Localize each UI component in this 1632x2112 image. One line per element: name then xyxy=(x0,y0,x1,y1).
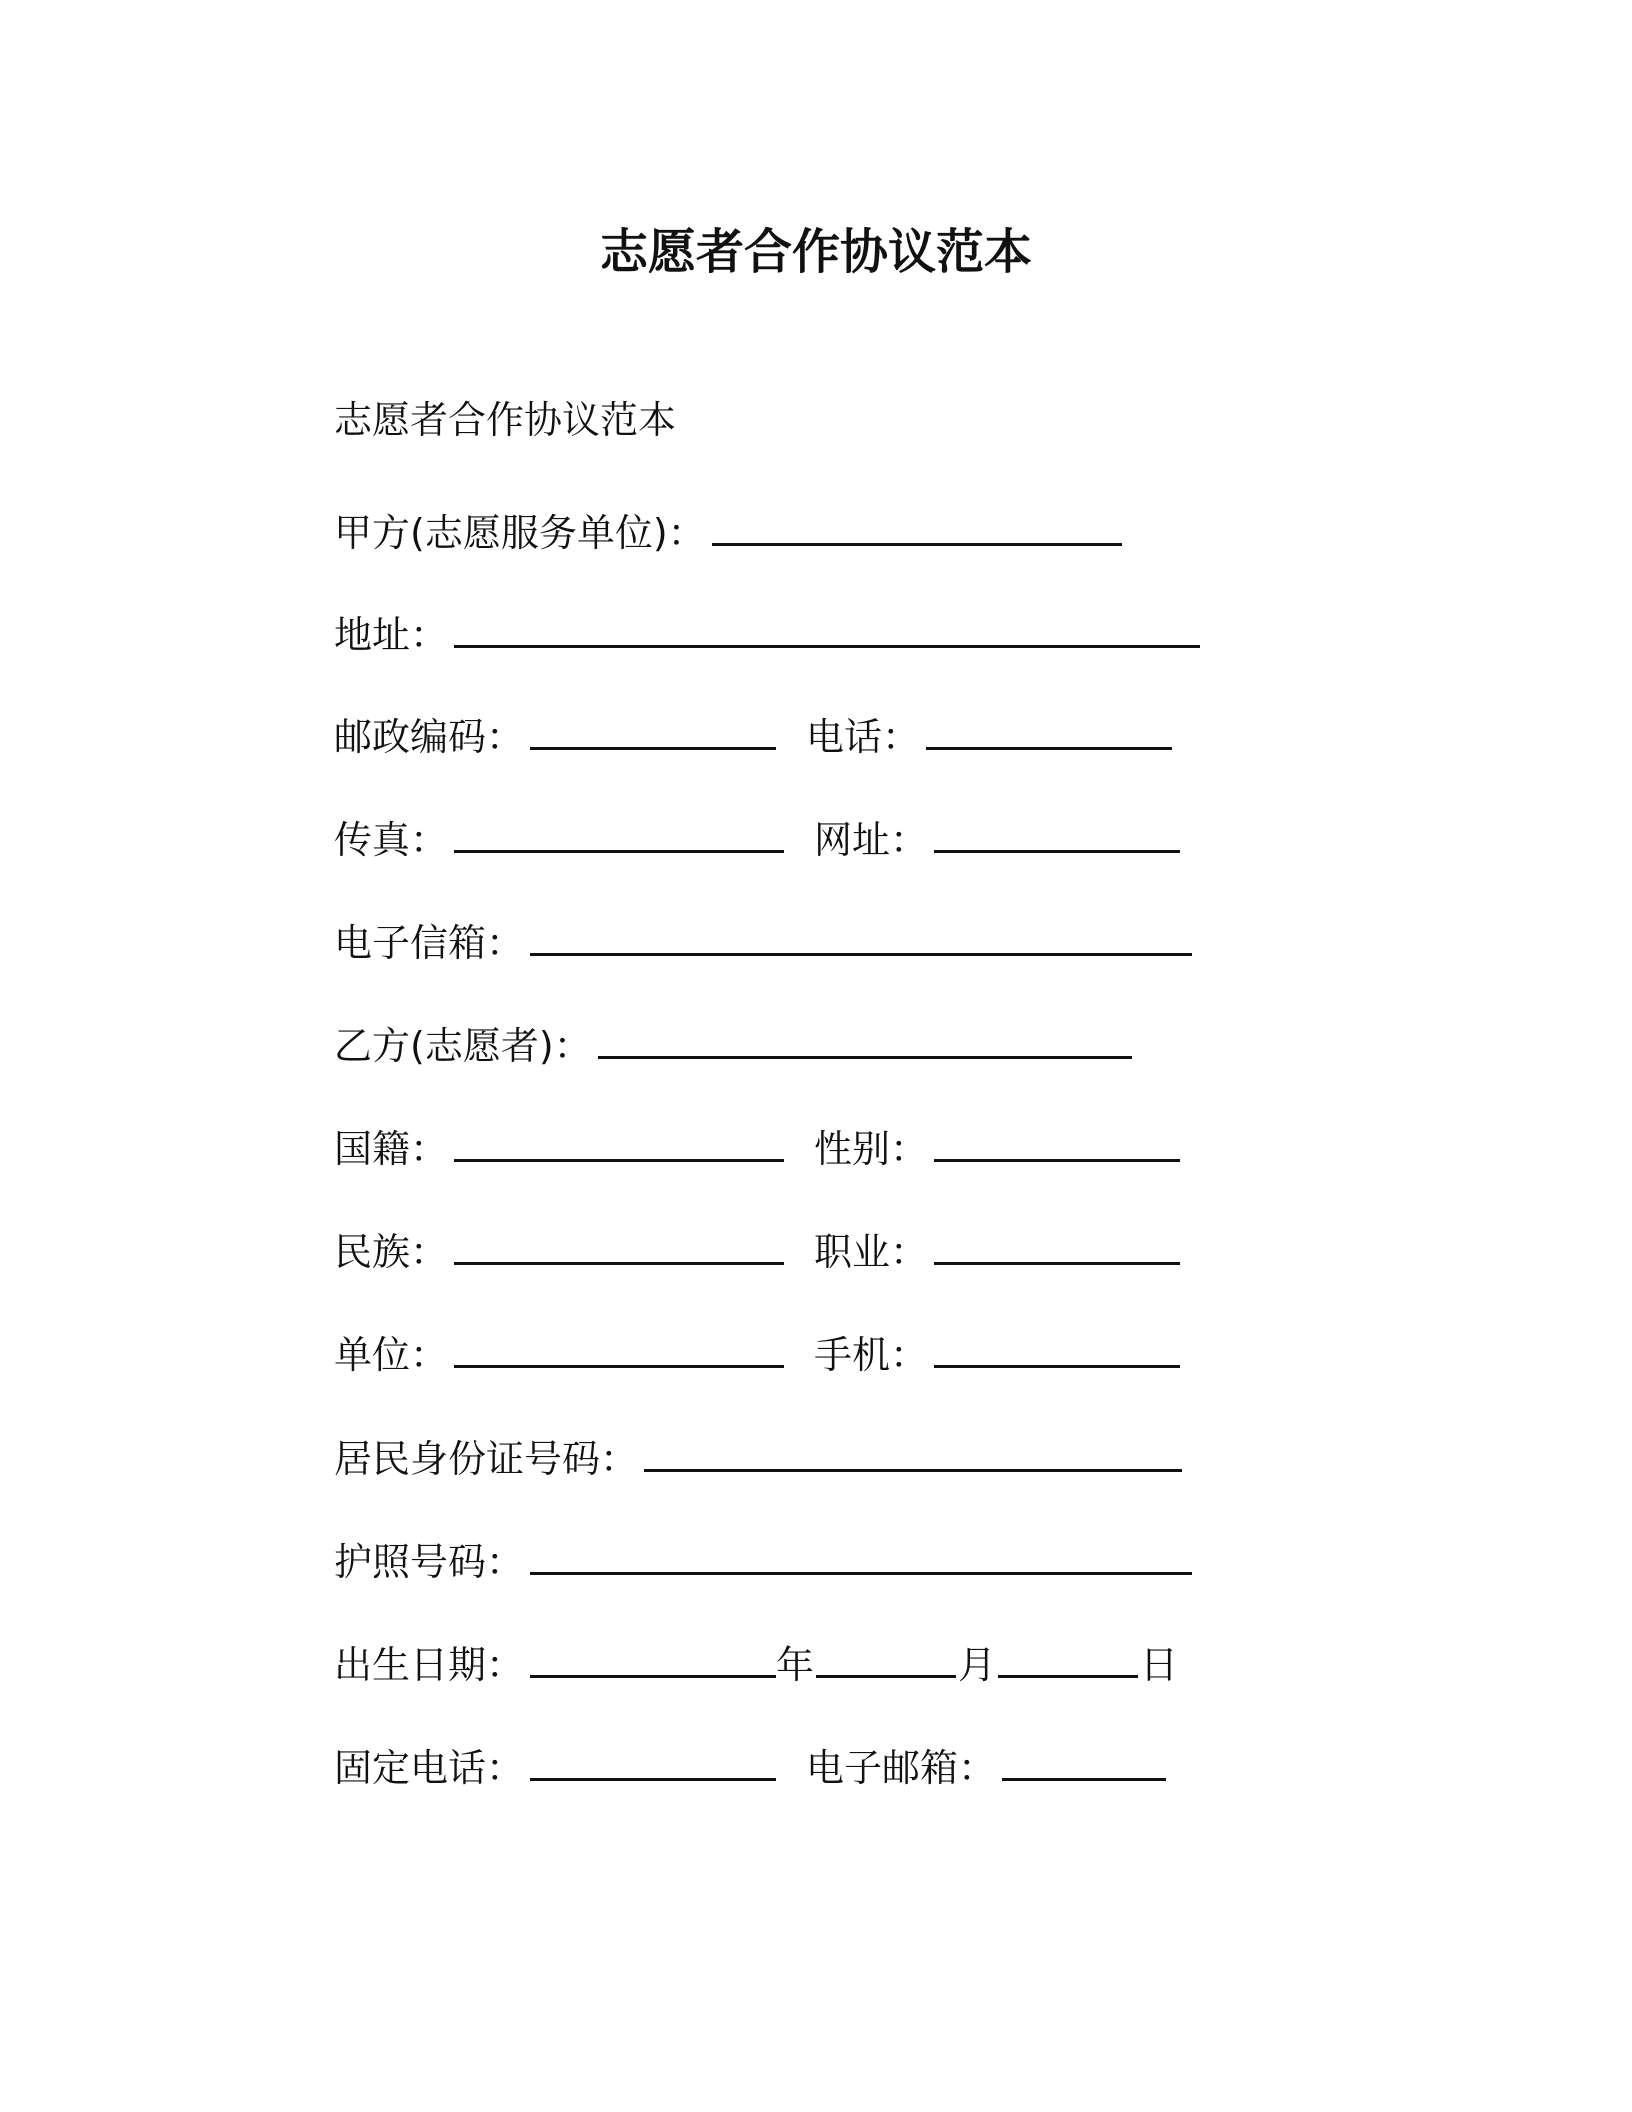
birthdate-label: 出生日期： xyxy=(334,1643,525,1687)
passport-label: 护照号码： xyxy=(334,1540,525,1584)
party-a-email-label: 电子信箱： xyxy=(334,921,525,965)
address-label: 地址： xyxy=(334,613,449,657)
party-b-name-label: 乙方(志愿者)： xyxy=(334,1024,592,1068)
party-b-name-field[interactable] xyxy=(598,1022,1132,1059)
nationality-label: 国籍： xyxy=(334,1127,449,1171)
id-number-label: 居民身份证号码： xyxy=(334,1437,639,1481)
party-b-email-field[interactable] xyxy=(1002,1744,1166,1781)
fax-field[interactable] xyxy=(454,816,784,853)
landline-field[interactable] xyxy=(530,1744,776,1781)
postcode-field[interactable] xyxy=(530,713,776,750)
ethnicity-field[interactable] xyxy=(454,1228,784,1265)
id-number-field[interactable] xyxy=(644,1435,1182,1472)
phone-field[interactable] xyxy=(926,713,1172,750)
occupation-field[interactable] xyxy=(934,1228,1180,1265)
month-unit: 月 xyxy=(958,1643,997,1687)
landline-label: 固定电话： xyxy=(334,1746,525,1790)
birth-year-field[interactable] xyxy=(530,1641,776,1678)
birth-month-field[interactable] xyxy=(816,1641,956,1678)
document-title: 志愿者合作协议范本 xyxy=(599,224,1032,280)
address-field[interactable] xyxy=(454,611,1200,648)
nationality-field[interactable] xyxy=(454,1125,784,1162)
mobile-label: 手机： xyxy=(814,1333,929,1377)
fax-label: 传真： xyxy=(334,818,449,862)
postcode-label: 邮政编码： xyxy=(334,715,525,759)
phone-label: 电话： xyxy=(806,715,921,759)
mobile-field[interactable] xyxy=(934,1331,1180,1368)
party-b-email-label: 电子邮箱： xyxy=(806,1746,997,1790)
ethnicity-label: 民族： xyxy=(334,1230,449,1274)
party-a-email-field[interactable] xyxy=(530,919,1192,956)
employer-field[interactable] xyxy=(454,1331,784,1368)
document-subtitle: 志愿者合作协议范本 xyxy=(334,398,677,442)
passport-field[interactable] xyxy=(530,1538,1192,1575)
party-a-unit-label: 甲方(志愿服务单位)： xyxy=(334,511,706,555)
website-label: 网址： xyxy=(814,818,929,862)
employer-label: 单位： xyxy=(334,1333,449,1377)
year-unit: 年 xyxy=(776,1643,815,1687)
day-unit: 日 xyxy=(1140,1643,1179,1687)
party-a-unit-field[interactable] xyxy=(712,509,1122,546)
occupation-label: 职业： xyxy=(814,1230,929,1274)
gender-label: 性别： xyxy=(814,1127,929,1171)
gender-field[interactable] xyxy=(934,1125,1180,1162)
birth-day-field[interactable] xyxy=(998,1641,1138,1678)
website-field[interactable] xyxy=(934,816,1180,853)
